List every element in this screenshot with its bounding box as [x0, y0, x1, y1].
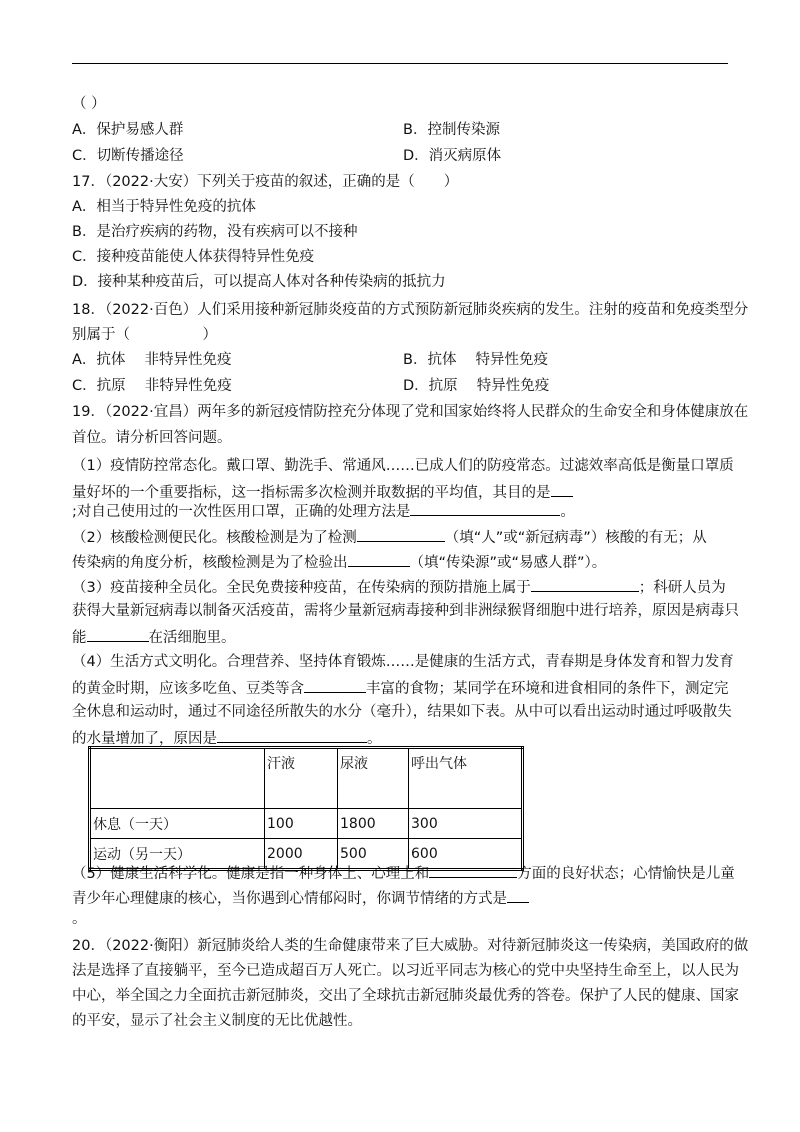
q19-part5-text: 青少年心理健康的核心，当你遇到心情郁闷时，你调节情绪的方式是 — [72, 891, 507, 907]
q20-line1: 20．（2022·衡阳）新冠肺炎给人类的生命健康带来了巨大威胁。对待新冠肺炎这一传染病，美国政府的做 — [72, 938, 749, 954]
q19-part4-line2 — [72, 677, 729, 699]
q19-part2-line2 — [72, 551, 606, 573]
q19-part5-line1 — [72, 862, 735, 884]
answer-blank-8[interactable] — [217, 727, 367, 743]
table-header-row — [90, 748, 523, 809]
water-loss-table — [88, 746, 524, 871]
q19-stem-line2: 首位。请分析回答问题。 — [72, 430, 232, 446]
q19-part3-text: 在活细胞里。 — [148, 630, 236, 646]
q19-part5-text: 方面的良好状态；心情愉快是儿童 — [517, 866, 735, 882]
q20-line4: 的平安，显示了社会主义制度的无比优越性。 — [72, 1013, 362, 1029]
q16-option-a: A．保护易感人群 — [72, 122, 184, 138]
q18-stem-line1: 18．（2022·百色）人们采用接种新冠肺炎疫苗的方式预防新冠肺炎疾病的发生。注射的疫苗和免疫类型分 — [72, 302, 749, 318]
table-header-cell: 呼出气体 — [409, 748, 523, 809]
q16-paren: （ ） — [72, 96, 106, 112]
q18-option-b: B．抗体 特异性免疫 — [403, 352, 549, 368]
table-row — [90, 809, 523, 839]
q19-part3-text: 能 — [72, 630, 87, 646]
q19-part2-text: 传染病的角度分析，核酸检测是为了检验出 — [72, 555, 348, 571]
answer-blank-10[interactable] — [507, 887, 529, 903]
q16-option-d: D．消灭病原体 — [403, 148, 502, 164]
answer-blank-3[interactable] — [357, 526, 445, 542]
table-cell: 运动（另一天） — [90, 839, 265, 870]
q19-part3-line1 — [72, 576, 726, 598]
answer-blank-5[interactable] — [531, 576, 639, 592]
q17-option-a: A．相当于特异性免疫的抗体 — [72, 199, 256, 215]
q19-part5-text: （5）健康生活科学化。健康是指一种身体上、心理上和 — [72, 866, 430, 882]
q19-part2-text: （2）核酸检测便民化。核酸检测是为了检测 — [72, 530, 357, 546]
q19-part1-text: 量好坏的一个重要指标，这一指标需多次检测并取数据的平均值，其目的是 — [72, 485, 551, 501]
q19-part1-text: ;对自己使用过的一次性医用口罩，正确的处理方法是 — [72, 504, 411, 520]
q19-part1-end: 。 — [560, 504, 575, 520]
table-cell: 500 — [338, 839, 409, 870]
answer-blank-7[interactable] — [304, 677, 366, 693]
q19-part4-line1: （4）生活方式文明化。合理营养、坚持体育锻炼……是健康的生活方式，青春期是身体发育和智力发育 — [72, 654, 734, 670]
q19-part2-text: （填“传染源”或“易感人群”）。 — [409, 555, 607, 571]
answer-blank-6[interactable] — [87, 626, 149, 642]
q19-part5-line3: 。 — [72, 911, 87, 927]
q19-part2-text: （填“人”或“新冠病毒”）核酸的有无；从 — [444, 530, 707, 546]
answer-blank-2[interactable] — [410, 500, 560, 516]
q16-option-b: B．控制传染源 — [403, 122, 500, 138]
q17-option-d: D．接种某种疫苗后，可以提高人体对各种传染病的抵抗力 — [72, 274, 446, 290]
q17-stem: 17．（2022·大安）下列关于疫苗的叙述，正确的是（ ） — [72, 174, 459, 190]
table-cell: 600 — [409, 839, 523, 870]
table-header-cell: 尿液 — [338, 748, 409, 809]
table-cell: 2000 — [265, 839, 338, 870]
q19-part1-line3 — [72, 500, 575, 522]
q19-part4-end: 。 — [367, 731, 382, 747]
q19-part2-line1 — [72, 526, 707, 548]
q19-part4-text: 丰富的食物；某同学在环境和进食相同的条件下，测定完 — [366, 681, 729, 697]
q19-part3-text: （3）疫苗接种全员化。全民免费接种疫苗，在传染病的预防措施上属于 — [72, 580, 531, 596]
answer-blank-4[interactable] — [348, 551, 410, 567]
q19-part5-line2 — [72, 887, 529, 909]
q19-part4-text: 的水量增加了，原因是 — [72, 731, 217, 747]
q19-part4-text: 的黄金时期，应该多吃鱼、豆类等含 — [72, 681, 304, 697]
table-header-cell: 汗液 — [265, 748, 338, 809]
table-cell: 100 — [265, 809, 338, 839]
q20-line2: 法是选择了直接躺平，至今已造成超百万人死亡。以习近平同志为核心的党中央坚持生命至上，以人民为 — [72, 963, 739, 979]
q19-part3-line2: 获得大量新冠病毒以制备灭活疫苗，需将少量新冠病毒接种到非洲绿猴肾细胞中进行培养，原因是病毒只 — [72, 603, 739, 619]
q16-option-c: C．切断传播途径 — [72, 148, 184, 164]
q18-stem-line2: 别属于（ ） — [72, 327, 217, 343]
q20-line3: 中心，举全国之力全面抗击新冠肺炎，交出了全球抗击新冠肺炎最优秀的答卷。保护了人民的健康、国家 — [72, 988, 739, 1004]
table-cell: 休息（一天） — [90, 809, 265, 839]
q19-part1-line1: （1）疫情防控常态化。戴口罩、勤洗手、常通风……已成人们的防疫常态。过滤效率高低是衡量口罩质 — [72, 458, 734, 474]
q18-option-c: C．抗原 非特异性免疫 — [72, 378, 232, 394]
q17-option-b: B．是治疗疾病的药物，没有疾病可以不接种 — [72, 224, 358, 240]
q18-option-a: A．抗体 非特异性免疫 — [72, 352, 232, 368]
q18-option-d: D．抗原 特异性免疫 — [403, 378, 550, 394]
answer-blank-1[interactable] — [551, 481, 573, 497]
answer-blank-9[interactable] — [429, 862, 517, 878]
q17-option-c: C．接种疫苗能使人体获得特异性免疫 — [72, 249, 315, 265]
q19-part3-text: ；科研人员为 — [638, 580, 726, 596]
q19-part3-line3 — [72, 626, 236, 648]
table-header-cell — [90, 748, 265, 809]
table-cell: 1800 — [338, 809, 409, 839]
header-rule — [72, 63, 728, 64]
table-cell: 300 — [409, 809, 523, 839]
q19-part4-line3: 全休息和运动时，通过不同途径所散失的水分（毫升），结果如下表。从中可以看出运动时通过呼吸散失 — [72, 704, 732, 720]
q19-stem-line1: 19．（2022·宜昌）两年多的新冠疫情防控充分体现了党和国家始终将人民群众的生命安全和身体健康放在 — [72, 404, 749, 420]
